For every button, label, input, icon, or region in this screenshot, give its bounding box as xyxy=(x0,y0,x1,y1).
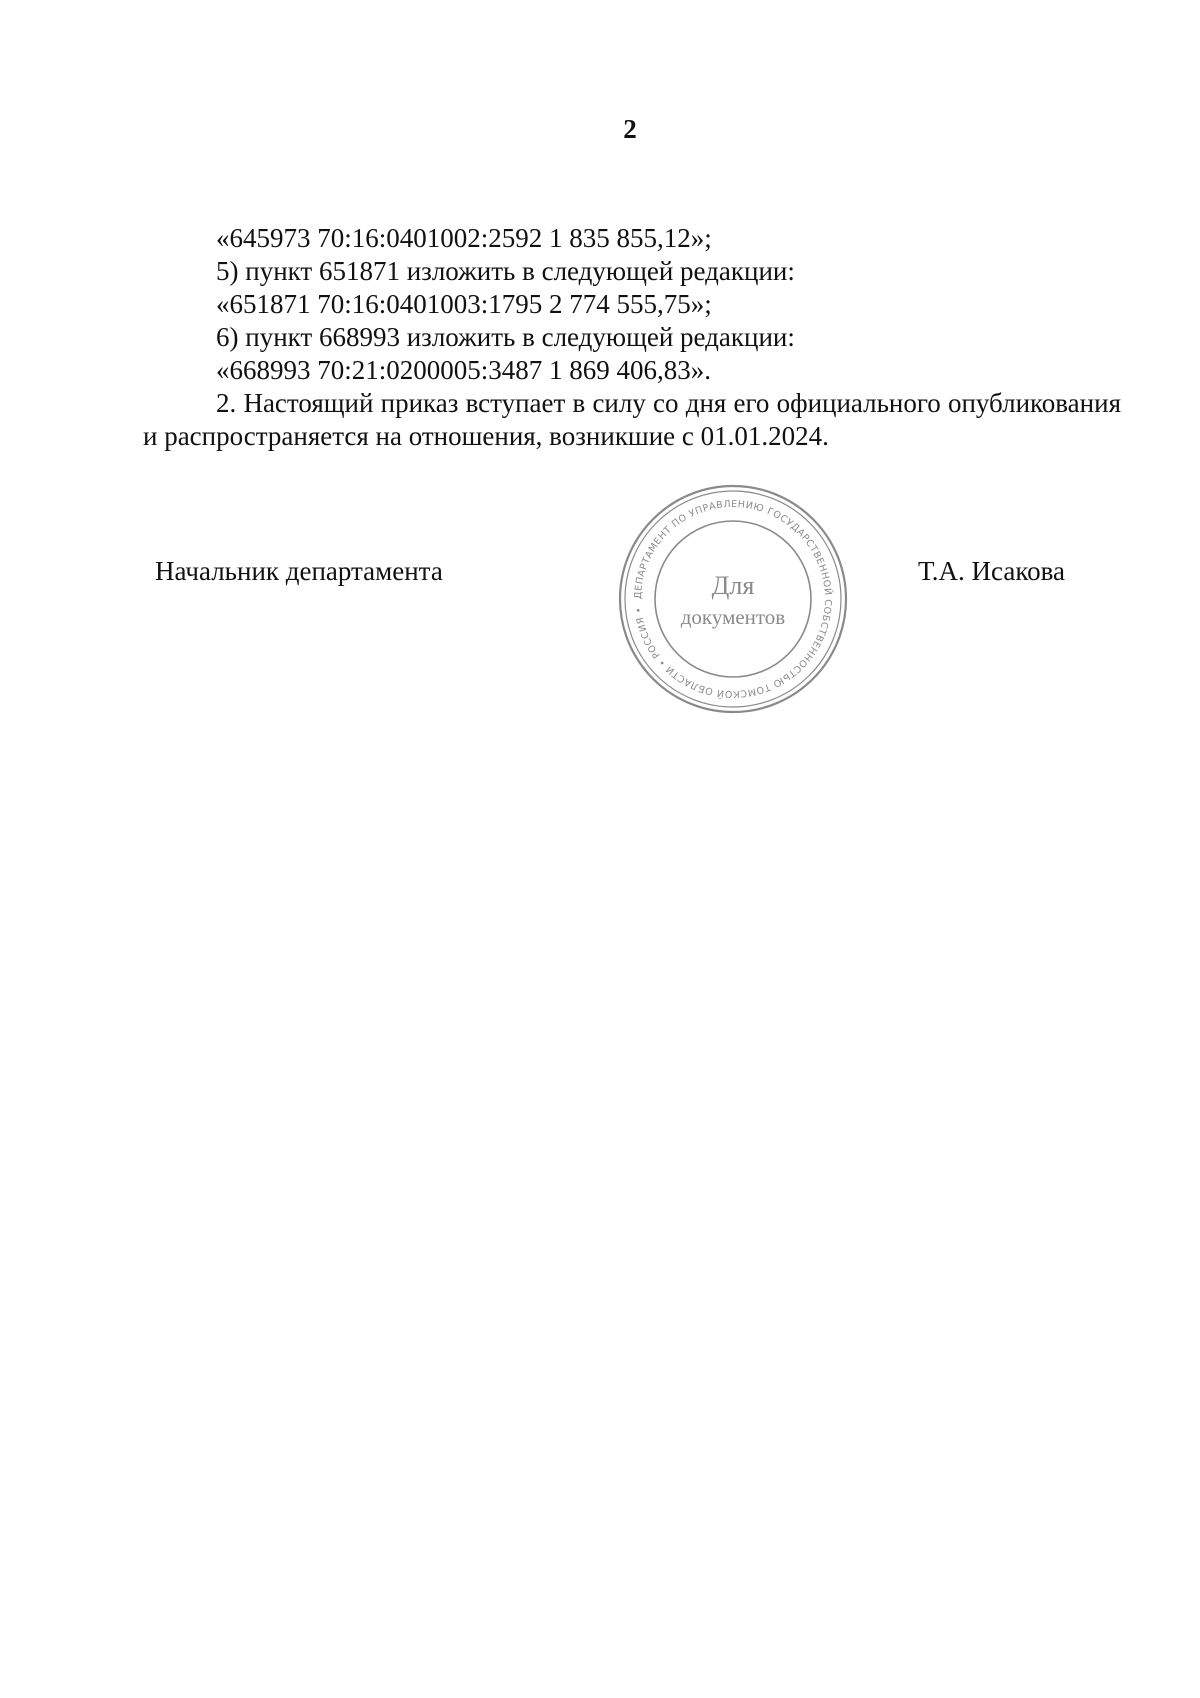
body-line: 6) пункт 668993 изложить в следующей редакции: xyxy=(216,322,795,352)
body-line: «645973 70:16:0401002:2592 1 835 855,12»; xyxy=(216,223,712,253)
page-number: 2 xyxy=(623,114,637,144)
document-body xyxy=(143,222,1121,453)
signatory-position: Начальник департамента xyxy=(155,556,443,586)
body-line: 5) пункт 651871 изложить в следующей редакции: xyxy=(216,256,795,286)
effective-date-paragraph: 2. Настоящий приказ вступает в силу со дня его официального опубликования и распространяется на отношения, возникшие с 01.01.2024. xyxy=(143,388,1121,451)
stamp-center-text-1: Для xyxy=(711,571,755,600)
official-stamp xyxy=(616,482,850,716)
stamp-ring-text: ДЕПАРТАМЕНТ ПО УПРАВЛЕНИЮ ГОСУДАРСТВЕННОЙ СОБСТВЕННОСТЬЮ ТОМСКОЙ ОБЛАСТИ • РОССИЯ • xyxy=(632,498,834,700)
body-line: «651871 70:16:0401003:1795 2 774 555,75»; xyxy=(216,289,712,319)
body-line: «668993 70:21:0200005:3487 1 869 406,83». xyxy=(216,355,712,385)
signatory-name: Т.А. Исакова xyxy=(918,556,1065,586)
stamp-center-text-2: документов xyxy=(680,605,786,629)
